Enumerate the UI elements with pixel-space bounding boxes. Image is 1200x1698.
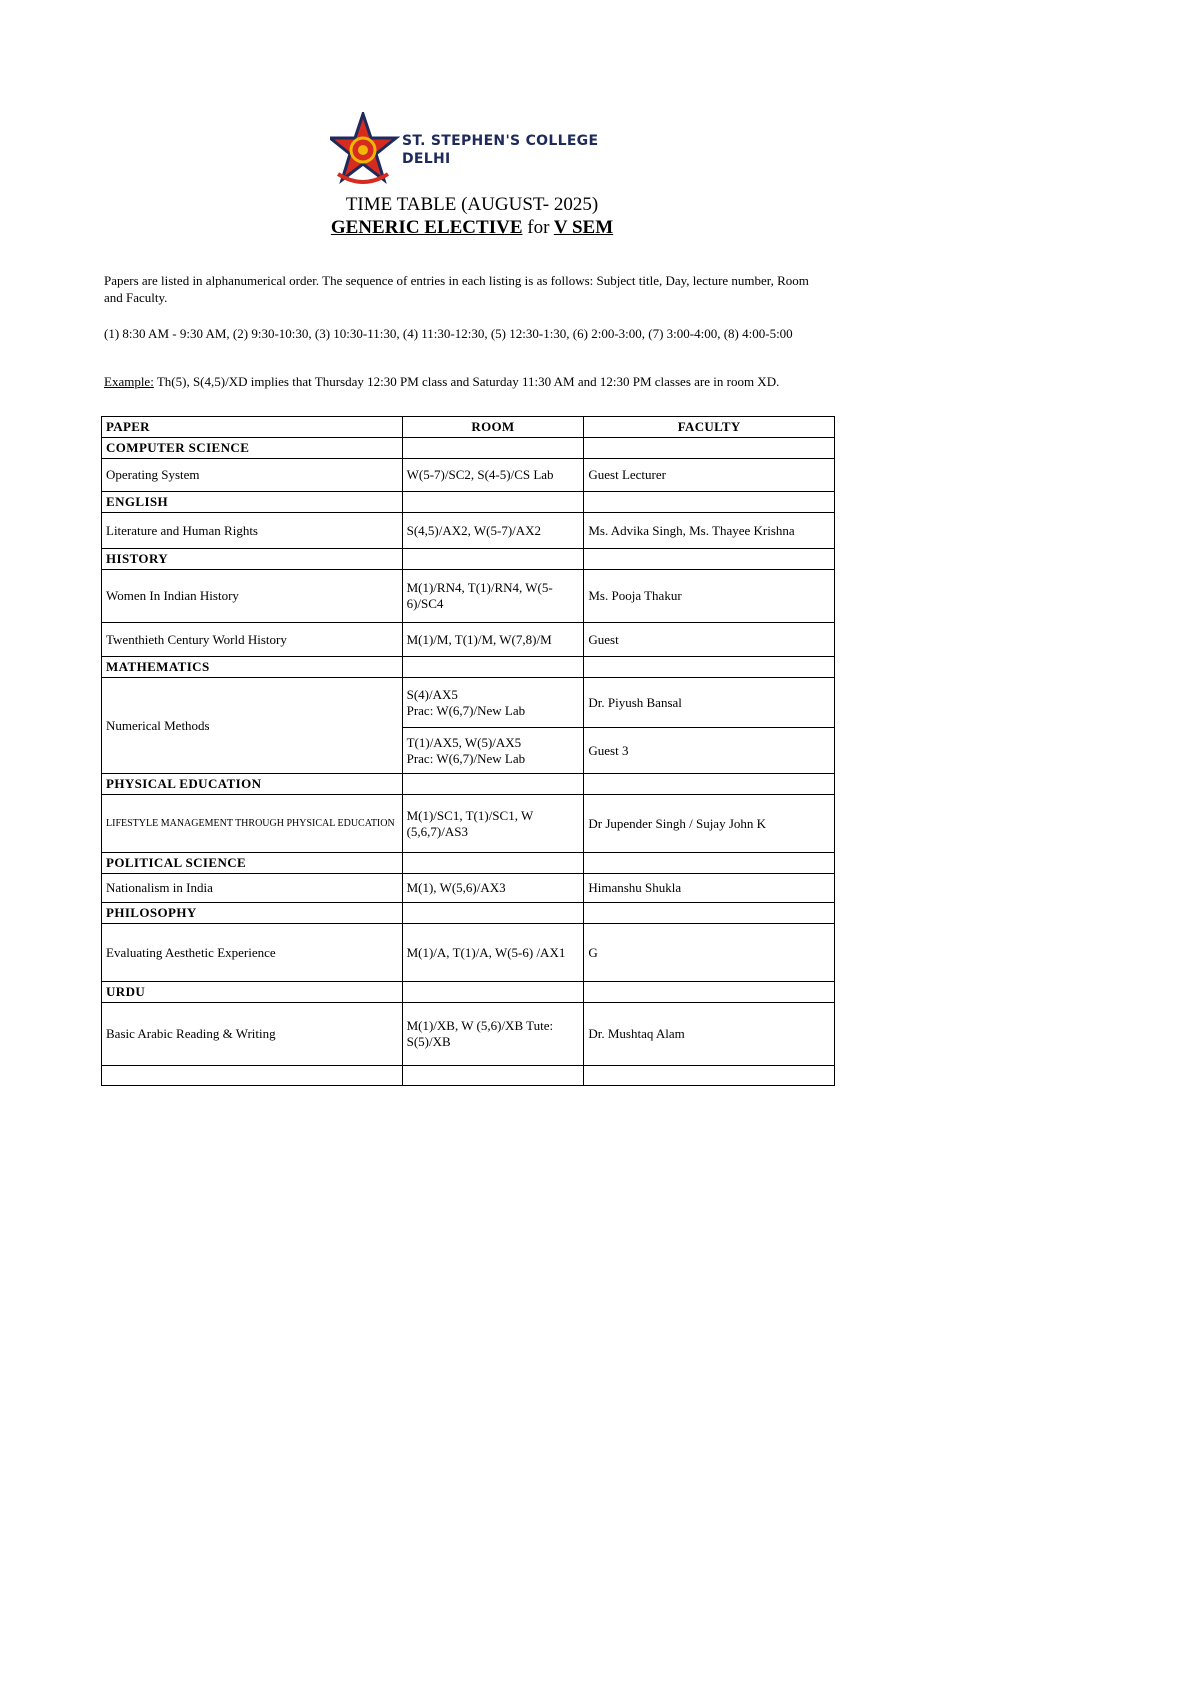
room-cell: M(1), W(5,6)/AX3 (402, 874, 584, 903)
faculty-cell: Dr. Piyush Bansal (584, 678, 835, 728)
section-mathematics: MATHEMATICS (102, 657, 403, 678)
table-row (102, 874, 835, 903)
section-computer-science: COMPUTER SCIENCE (102, 438, 403, 459)
paper-cell: Twenthieth Century World History (102, 623, 403, 657)
table-row (102, 459, 835, 492)
faculty-cell: Ms. Advika Singh, Ms. Thayee Krishna (584, 513, 835, 549)
room-cell: M(1)/XB, W (5,6)/XB Tute: S(5)/XB (402, 1003, 584, 1066)
faculty-cell: G (584, 924, 835, 982)
section-political-science: POLITICAL SCIENCE (102, 853, 403, 874)
example-note: Example: Th(5), S(4,5)/XD implies that Thursday 12:30 PM class and Saturday 11:30 AM and 12:30 PM classes are in room XD. (104, 374, 780, 389)
room-cell: S(4,5)/AX2, W(5-7)/AX2 (402, 513, 584, 549)
college-logo (330, 112, 610, 188)
star-emblem-icon (330, 112, 400, 188)
header-paper: PAPER (102, 417, 403, 438)
example-label: Example: (104, 374, 154, 389)
room-cell: T(1)/AX5, W(5)/AX5 Prac: W(6,7)/New Lab (402, 728, 584, 774)
faculty-cell: Ms. Pooja Thakur (584, 570, 835, 623)
lecture-timings: (1) 8:30 AM - 9:30 AM, (2) 9:30-10:30, (3) 10:30-11:30, (4) 11:30-12:30, (5) 12:30-1:30, (6) 2:00-3:00, (7) 3:00-4:00, (8) 4:00-5:00 (104, 326, 793, 341)
table-row (102, 513, 835, 549)
section-row (102, 774, 835, 795)
college-name: ST. STEPHEN'S COLLEGE DELHI (402, 133, 599, 167)
paper-cell: Literature and Human Rights (102, 513, 403, 549)
section-row (102, 438, 835, 459)
room-cell: W(5-7)/SC2, S(4-5)/CS Lab (402, 459, 584, 492)
section-urdu: URDU (102, 982, 403, 1003)
timetable-subtitle: GENERIC ELECTIVE for V SEM (330, 217, 614, 238)
paper-cell: Numerical Methods (102, 678, 403, 774)
faculty-cell: Guest (584, 623, 835, 657)
paper-cell: Evaluating Aesthetic Experience (102, 924, 403, 982)
section-philosophy: PHILOSOPHY (102, 903, 403, 924)
table-row (102, 570, 835, 623)
section-english: ENGLISH (102, 492, 403, 513)
timetable (101, 416, 835, 1086)
paper-cell: Basic Arabic Reading & Writing (102, 1003, 403, 1066)
header-room: ROOM (402, 417, 584, 438)
paper-cell: Nationalism in India (102, 874, 403, 903)
paper-cell: Operating System (102, 459, 403, 492)
table-row (102, 678, 835, 728)
table-row (102, 924, 835, 982)
section-row (102, 657, 835, 678)
section-row (102, 853, 835, 874)
paper-cell: LIFESTYLE MANAGEMENT THROUGH PHYSICAL EDUCATION (102, 795, 403, 853)
room-cell: S(4)/AX5 Prac: W(6,7)/New Lab (402, 678, 584, 728)
section-row (102, 903, 835, 924)
listing-explanation: Papers are listed in alphanumerical order. The sequence of entries in each listing is as follows: Subject title, Day, lecture number, Room and Faculty. (104, 273, 809, 305)
room-cell: M(1)/M, T(1)/M, W(7,8)/M (402, 623, 584, 657)
faculty-cell: Dr. Mushtaq Alam (584, 1003, 835, 1066)
table-row (102, 623, 835, 657)
room-cell: M(1)/SC1, T(1)/SC1, W (5,6,7)/AS3 (402, 795, 584, 853)
section-history: HISTORY (102, 549, 403, 570)
header-faculty: FACULTY (584, 417, 835, 438)
table-header-row (102, 417, 835, 438)
faculty-cell: Guest Lecturer (584, 459, 835, 492)
empty-row (102, 1066, 835, 1086)
table-row (102, 1003, 835, 1066)
faculty-cell: Himanshu Shukla (584, 874, 835, 903)
section-row (102, 982, 835, 1003)
room-cell: M(1)/RN4, T(1)/RN4, W(5-6)/SC4 (402, 570, 584, 623)
section-row (102, 492, 835, 513)
section-row (102, 549, 835, 570)
faculty-cell: Dr Jupender Singh / Sujay John K (584, 795, 835, 853)
paper-cell: Women In Indian History (102, 570, 403, 623)
room-cell: M(1)/A, T(1)/A, W(5-6) /AX1 (402, 924, 584, 982)
timetable-title: TIME TABLE (AUGUST- 2025) (345, 194, 599, 215)
section-physical-education: PHYSICAL EDUCATION (102, 774, 403, 795)
table-row (102, 795, 835, 853)
faculty-cell: Guest 3 (584, 728, 835, 774)
